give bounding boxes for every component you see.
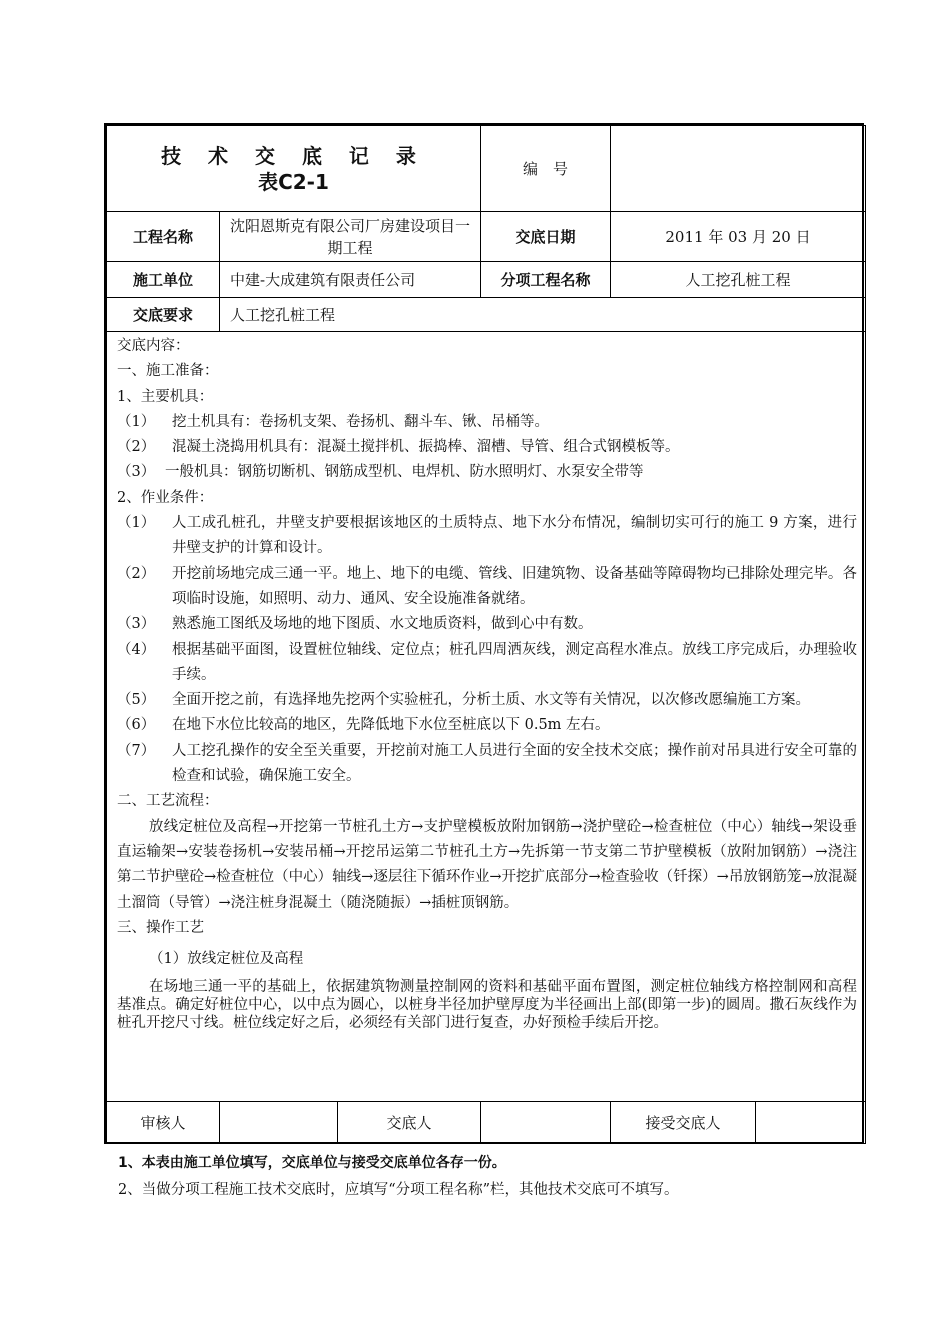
condition-item [117, 612, 857, 637]
item-number: （2） [117, 439, 156, 456]
tool-item [117, 410, 857, 435]
item-number: （3） [117, 464, 156, 481]
note-2: 2、当做分项工程施工技术交底时，应填写“分项工程名称”栏，其他技术交底可不填写。 [118, 1182, 679, 1198]
reviewer-value[interactable] [220, 1102, 338, 1144]
subproject-value[interactable]: 人工挖孔桩工程 [611, 262, 866, 298]
item-text: 挖土机具有：卷扬机支架、卷扬机、翻斗车、锹、吊桶等。 [172, 413, 549, 430]
tool-item [117, 460, 857, 485]
title-cell [107, 126, 481, 212]
process-flow-text: 放线定桩位及高程→开挖第一节桩孔土方→支护壁模板放附加钢筋→浇护壁砼→检查桩位（中心）轴线→架设垂直运输架→安装卷扬机→安装吊桶→开挖吊运第二节桩孔土方→先拆第一节支第二节护壁模板（放附加钢筋）→浇注第二节护壁砼→检查桩位（中心）轴线→逐层往下循环作业→开挖扩底部分→检查验收（钎探）→吊放钢筋笼→放混凝土溜筒（导管）→浇注桩身混凝土（随浇随振）→插桩顶钢筋。 [117, 818, 857, 911]
item-number: （4） [117, 641, 156, 658]
condition-item [117, 511, 857, 562]
item-text: 熟悉施工图纸及场地的地下图质、水文地质资料，做到心中有数。 [172, 616, 593, 633]
content-heading: 交底内容： [117, 338, 190, 354]
note-1: 1、本表由施工单位填写，交底单位与接受交底单位各存一份。 [118, 1155, 506, 1171]
item-text: 人工挖孔操作的安全至关重要，开挖前对施工人员进行全面的安全技术交底；操作前对吊具进行安全可靠的检查和试验，确保施工安全。 [172, 742, 857, 785]
item-text: 根据基础平面图，设置桩位轴线、定位点；桩孔四周洒灰线，测定高程水准点。放线工序完成后，办理验收手续。 [172, 641, 857, 683]
section-3-heading: 三、操作工艺 [117, 919, 204, 936]
item-number: （6） [117, 717, 156, 734]
tool-item [117, 435, 857, 460]
item-number: （2） [117, 565, 156, 582]
section-3-1-text: 在场地三通一平的基础上，依据建筑物测量控制网的资料和基础平面布置图，测定桩位轴线方格控制网和高程基准点。确定好桩位中心，以中点为圆心，以桩身半径加护壁厚度为半径画出上部(即第一步)的圆周。撒石灰线作为桩孔开挖尺寸线。桩位线定好之后，必须经有关部门进行复查，办好预检手续后开挖。 [117, 979, 857, 1032]
item-number: （3） [117, 616, 156, 633]
item-number: （1） [117, 515, 156, 532]
condition-item [117, 713, 857, 738]
section-1-heading: 一、施工准备： [117, 363, 219, 380]
condition-item [117, 638, 857, 689]
item-number: （5） [117, 692, 156, 709]
requirement-label: 交底要求 [107, 298, 220, 332]
date-label: 交底日期 [481, 212, 611, 262]
form-number: 表C2-1 [258, 169, 329, 194]
condition-item [117, 562, 857, 613]
project-name-label: 工程名称 [107, 212, 220, 262]
condition-item [117, 688, 857, 713]
section-1-2-heading: 2、作业条件： [117, 489, 214, 506]
requirement-value[interactable]: 人工挖孔桩工程 [220, 298, 866, 332]
item-text: 人工成孔桩孔，井壁支护要根据该地区的土质特点、地下水分布情况，编制切实可行的施工 9 方案，进行井壁支护的计算和设计。 [172, 515, 857, 557]
item-text: 混凝土浇捣用机具有：混凝土搅拌机、振捣棒、溜槽、导管、组合式钢模板等。 [172, 439, 680, 456]
receiver-label: 接受交底人 [611, 1102, 756, 1144]
number-value[interactable] [611, 126, 866, 212]
condition-item [117, 739, 857, 790]
form-title: 技 术 交 底 记 录 [161, 143, 426, 168]
item-number: （7） [117, 742, 156, 759]
number-label: 编 号 [481, 126, 611, 212]
section-3-1-heading: （1）放线定桩位及高程 [149, 951, 304, 968]
disclosure-form [106, 125, 866, 1144]
item-text: 全面开挖之前，有选择地先挖两个实验桩孔，分析土质、水文等有关情况，以次修改愿编施工方案。 [172, 692, 810, 709]
section-2-heading: 二、工艺流程： [117, 793, 219, 810]
item-text: 在地下水位比较高的地区，先降低地下水位至桩底以下 0.5m 左右。 [172, 717, 610, 734]
content-cell [107, 332, 866, 1102]
receiver-value[interactable] [756, 1102, 866, 1144]
discloser-value[interactable] [481, 1102, 611, 1144]
item-text: 一般机具：钢筋切断机、钢筋成型机、电焊机、防水照明灯、水泵安全带等 [165, 464, 644, 481]
unit-label: 施工单位 [107, 262, 220, 298]
section-1-1-heading: 1、主要机具： [117, 388, 214, 405]
unit-value[interactable]: 中建-大成建筑有限责任公司 [220, 262, 481, 298]
date-value[interactable]: 2011 年 03 月 20 日 [611, 212, 866, 262]
reviewer-label: 审核人 [107, 1102, 220, 1144]
item-number: （1） [117, 413, 156, 430]
subproject-label: 分项工程名称 [481, 262, 611, 298]
discloser-label: 交底人 [338, 1102, 481, 1144]
project-name-value[interactable]: 沈阳恩斯克有限公司厂房建设项目一期工程 [220, 212, 481, 262]
item-text: 开挖前场地完成三通一平。地上、地下的电缆、管线、旧建筑物、设备基础等障碍物均已排除处理完毕。各项临时设施，如照明、动力、通风、安全设施准备就绪。 [172, 565, 857, 607]
